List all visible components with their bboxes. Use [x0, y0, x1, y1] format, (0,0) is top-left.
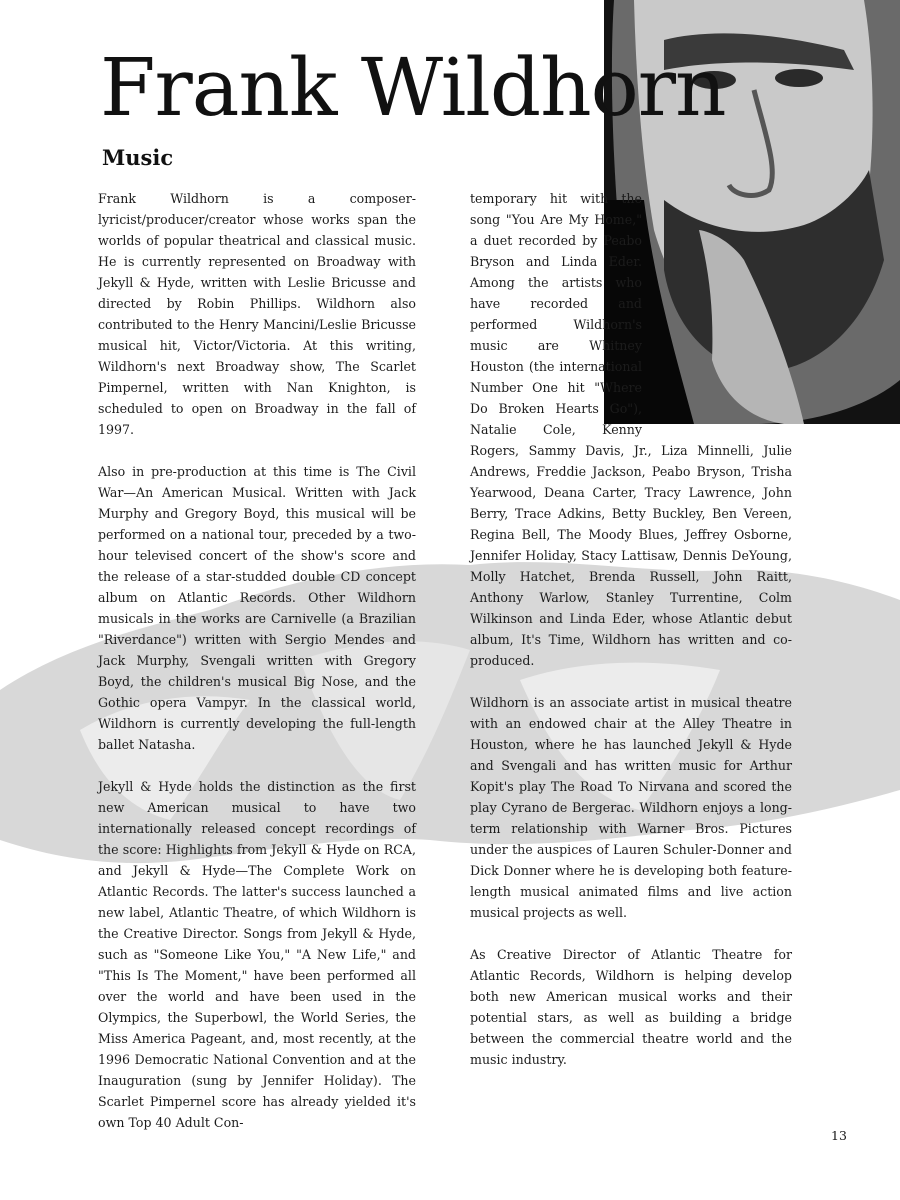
bio-paragraph: temporary hit with the song "You Are My Home," a duet recorded by Peabo Bryson and Linda Eder. Among the artists who have recorded and performed Wildhorn's music are Whitney Houston (the international Number One hit "Where Do Broken Hearts Go"), Natalie Cole, Kenny Rogers, Sammy Davis, Jr., Liza Minnelli, Julie Andrews, Freddie Jackson, Peabo Bryson, Trisha Yearwood, Deana Carter, Tracy Lawrence, John Berry, Trace Adkins, Betty Buckley, Ben Vereen, Regina Bell, The Moody Blues, Jeffrey Osborne, Jennifer Holiday, Stacy Lattisaw, Dennis DeYoung, Molly Hatchet, Brenda Russell, John Raitt, Anthony Warlow, Stanley Turrentine, Colm Wilkinson and Linda Eder, whose Atlantic debut album, It's Time, Wildhorn has written and co-produced.	[470, 191, 792, 668]
text-column-right	[470, 188, 792, 1091]
bio-paragraph: As Creative Director of Atlantic Theatre for Atlantic Records, Wildhorn is helping develop both new American musical works and their potential stars, as well as building a bridge between the commercial theatre world and the music industry.	[470, 947, 792, 1067]
bio-paragraph: Frank Wildhorn is a composer-lyricist/producer/creator whose works span the worlds of popular theatrical and classical music. He is currently represented on Broadway with Jekyll & Hyde, written with Leslie Bricusse and directed by Robin Phillips. Wildhorn also contributed to the Henry Mancini/Leslie Bricusse musical hit, Victor/Victoria. At this writing, Wildhorn's next Broadway show, The Scarlet Pimpernel, written with Nan Knighton, is scheduled to open on Broadway in the fall of 1997.	[98, 191, 416, 437]
bio-paragraph: Also in pre-production at this time is The Civil War—An American Musical. Written with Jack Murphy and Gregory Boyd, this musical will be performed on a national tour, preceded by a two-hour televised concert of the show's score and the release of a star-studded double CD concept album on Atlantic Records. Other Wildhorn musicals in the works are Carnivelle (a Brazilian "Riverdance") written with Sergio Mendes and Jack Murphy, Svengali written with Gregory Boyd, the children's musical Big Nose, and the Gothic opera Vampyr. In the classical world, Wildhorn is currently developing the full-length ballet Natasha.	[98, 464, 416, 752]
page-subtitle: Music	[102, 145, 174, 170]
photo-wrap-spacer	[642, 188, 792, 438]
page-number: 13	[831, 1128, 847, 1143]
text-column-left	[98, 188, 416, 1154]
page-title: Frank Wildhorn	[100, 41, 726, 134]
bio-paragraph: Wildhorn is an associate artist in musical theatre with an endowed chair at the Alley Theatre in Houston, where he has launched Jekyll & Hyde and Svengali and has written music for Arthur Kopit's play The Road To Nirvana and scored the play Cyrano de Bergerac. Wildhorn enjoys a long-term relationship with Warner Bros. Pictures under the auspices of Lauren Schuler-Donner and Dick Donner where he is developing both feature-length musical animated films and live action musical projects as well.	[470, 695, 792, 920]
bio-paragraph: Jekyll & Hyde holds the distinction as the first new American musical to have two internationally released concept recordings of the score: Highlights from Jekyll & Hyde on RCA, and Jekyll & Hyde—The Complete Work on Atlantic Records. The latter's success launched a new label, Atlantic Theatre, of which Wildhorn is the Creative Director. Songs from Jekyll & Hyde, such as "Someone Like You," "A New Life," and "This Is The Moment," have been performed all over the world and have been used in the Olympics, the Superbowl, the World Series, the Miss America Pageant, and, most recently, at the 1996 Democratic National Convention and at the Inauguration (sung by Jennifer Holiday). The Scarlet Pimpernel score has already yielded it's own Top 40 Adult Con-	[98, 779, 416, 1130]
